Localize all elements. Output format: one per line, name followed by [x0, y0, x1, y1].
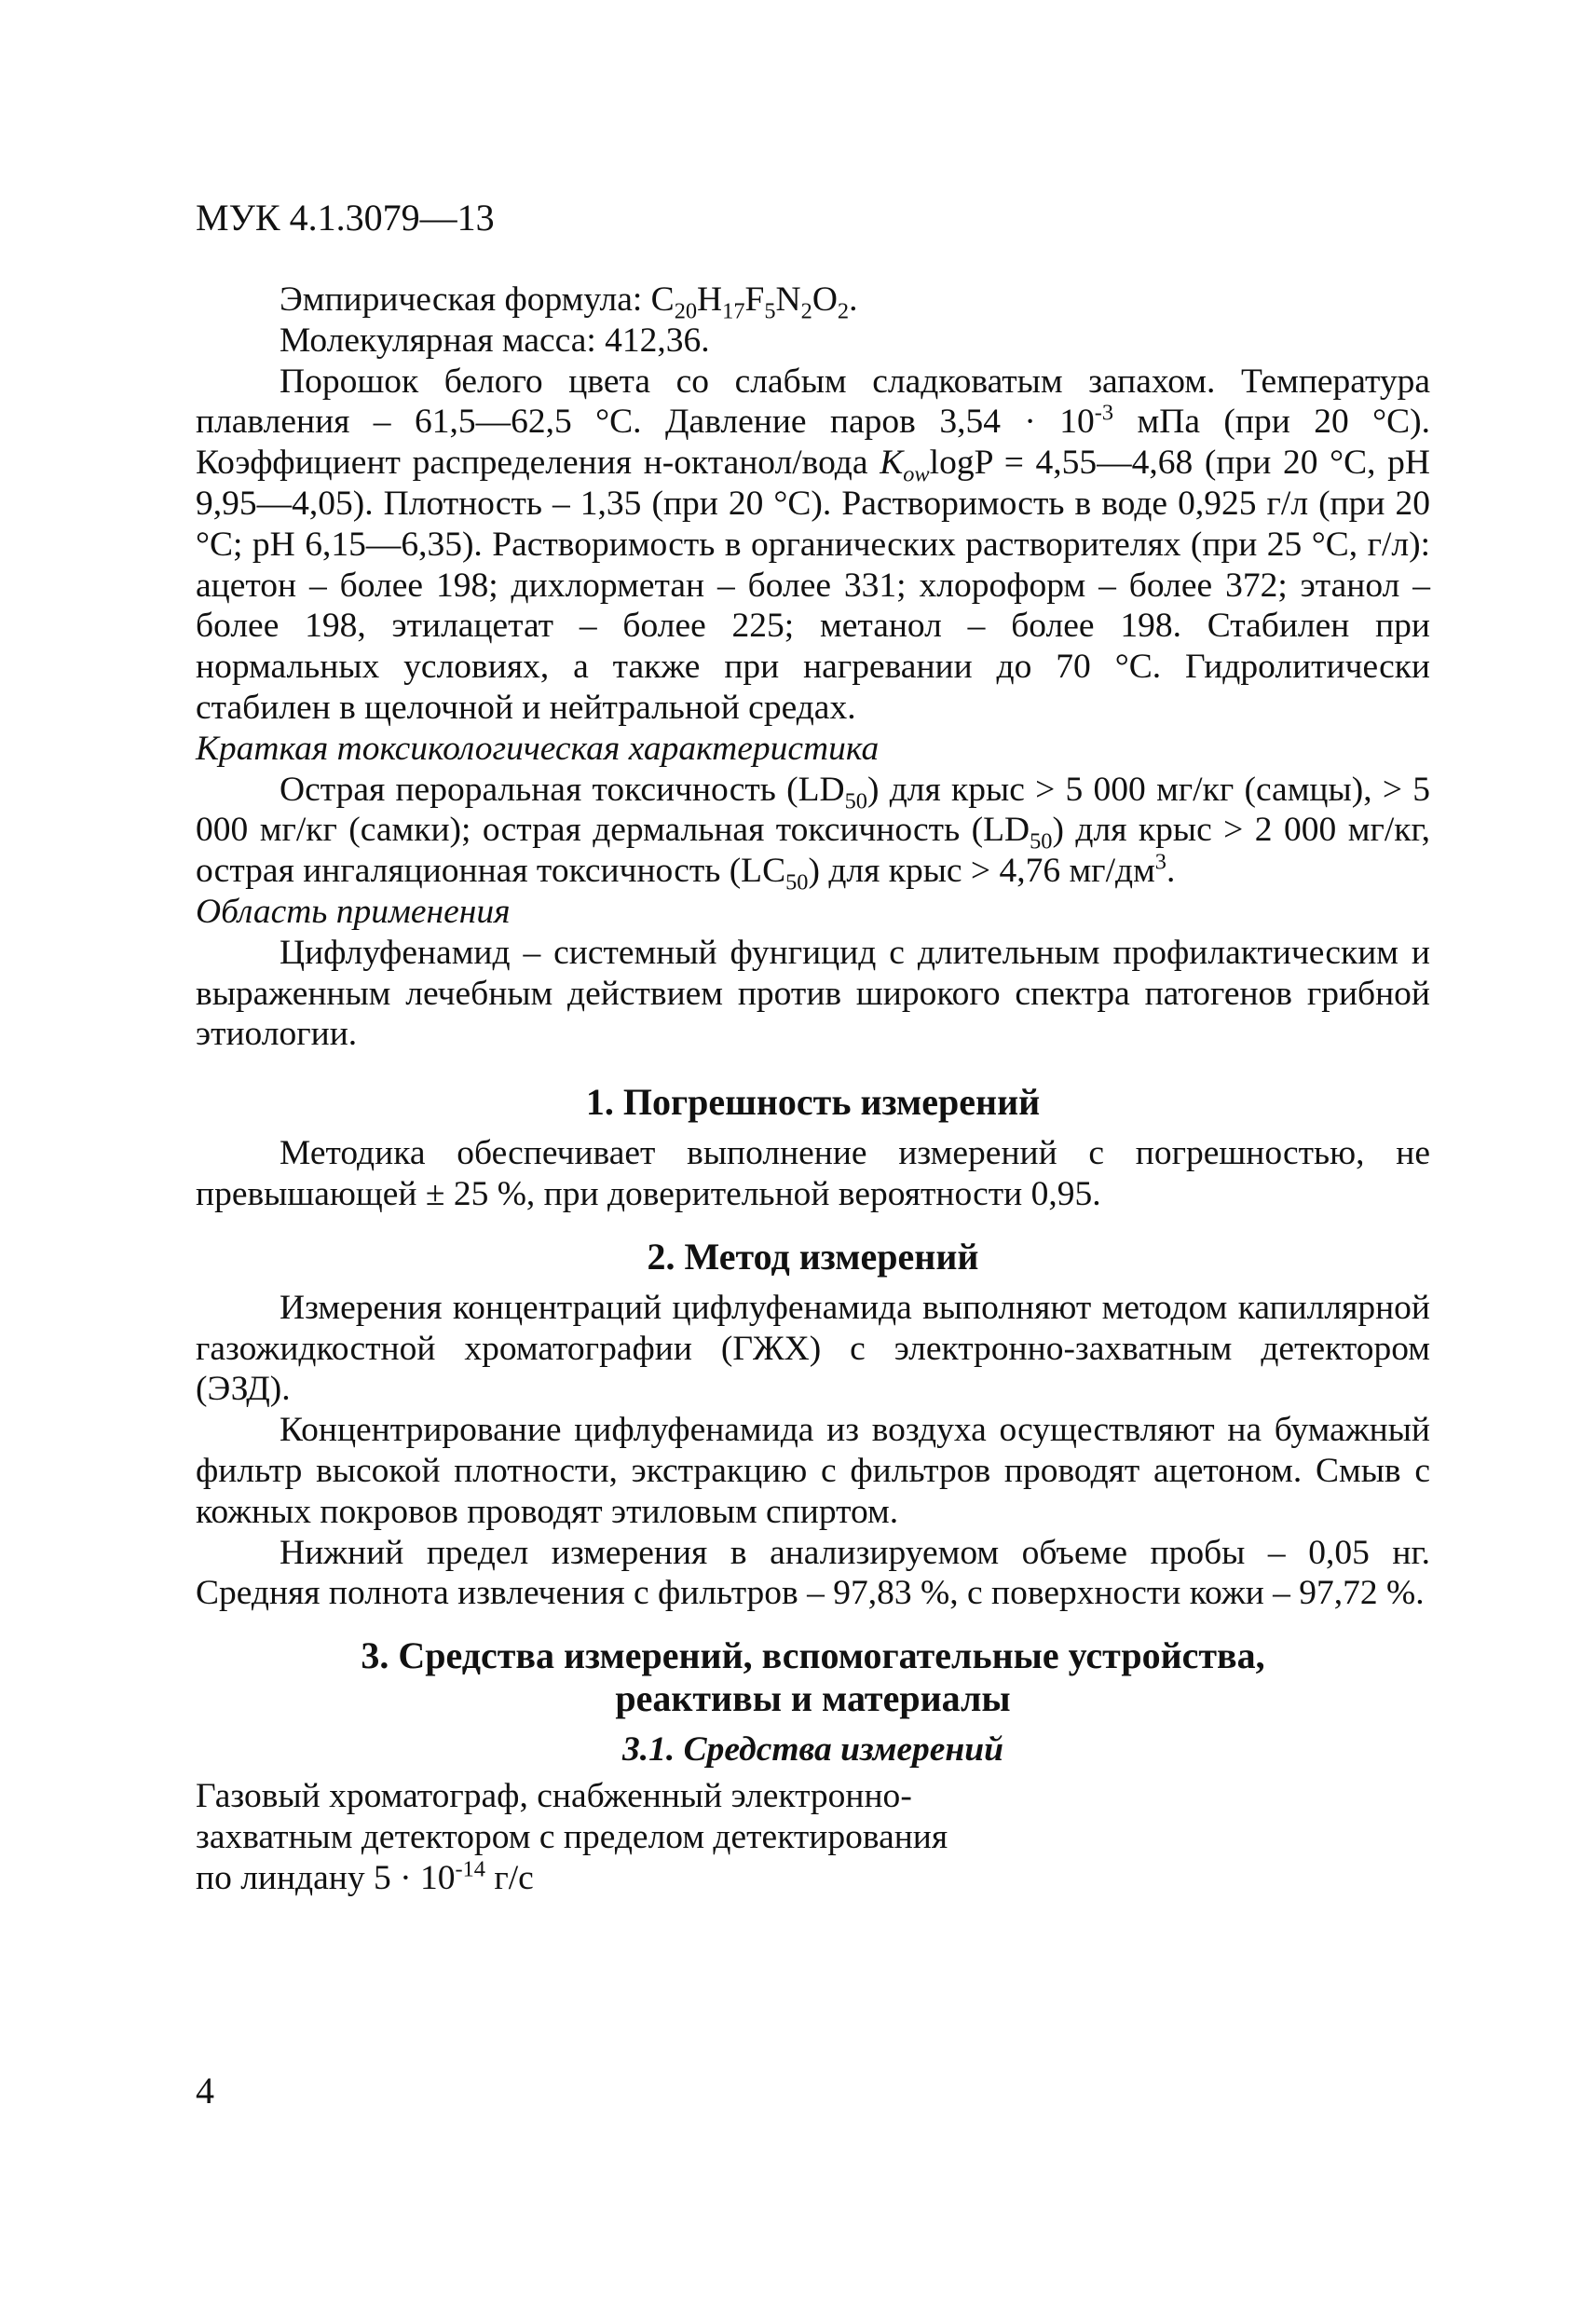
- page-content: [196, 280, 1430, 1898]
- section-1-paragraph: Методика обеспечивает выполнение измерений с погрешностью, не превышающей ± 25 %, при доверительной вероятности 0,95.: [196, 1134, 1430, 1213]
- molecular-mass: Молекулярная масса: 412,36.: [280, 321, 710, 360]
- properties-paragraph: Порошок белого цвета со слабым сладковатым запахом. Температура плавления – 61,5—62,5 °C. Давление паров $3,54 \cdot 10^{-3}$ мПа (при 20 °C). Коэффициент распределения н-октанол/вода $K_{ow}\log P$ = 4,55—4,68 (при 20 °C, pH 9,95—4,05). Плотность – 1,35 (при 20 °C). Растворимость в воде 0,925 г/л (при 20 °C; pH 6,15—6,35). Растворимость в органических растворителях (при 25 °C, г/л): ацетон – более 198; дихлорметан – более 331; хлороформ – более 372; этанол – более 198, этилацетат – более 225; метанол – более 198. Стабилен при нормальных условиях, а также при нагревании до 70 °C. Гидролитически стабилен в щелочной и нейтральной средах.: [196, 362, 1431, 727]
- application-paragraph: Цифлуфенамид – системный фунгицид с длительным профилактическим и выраженным лечебным действием против широкого спектра патогенов грибной этиологии.: [196, 933, 1430, 1054]
- subsection-3-1-title: 3.1. Средства измерений: [622, 1730, 1003, 1770]
- application-heading: Область применения: [196, 892, 511, 931]
- section-3-title-line-2: реактивы и материалы: [615, 1677, 1011, 1720]
- section-1-title: 1. Погрешность измерений: [585, 1081, 1041, 1124]
- section-2-title: 2. Метод измерений: [647, 1235, 979, 1278]
- section-3-title: [196, 1634, 1430, 1720]
- formula-label: Эмпирическая формула:: [280, 280, 651, 319]
- page-number: 4: [196, 2070, 214, 2112]
- formula: $C_{20}H_{17}F_5N_2O_2$.: [650, 280, 858, 324]
- toxicity-heading: Краткая токсикологическая характеристика: [196, 729, 880, 768]
- doc-id-header: МУК 4.1.3079—13: [196, 197, 495, 239]
- toxicity-paragraph: Острая пероральная токсичность $(LD_{50})$ для крыс > 5 000 мг/кг (самцы), > 5 000 мг/кг (самки); острая дермальная токсичность $(LD_{50})$ для крыс > 2 000 мг/кг, острая ингаляционная токсичность $(LC_{50})$ для крыс > 4,76 $мг/дм^3$.: [196, 770, 1431, 895]
- section-3-title-line-1: 3. Средства измерений, вспомогательные устройства,: [361, 1634, 1265, 1677]
- section-2-paragraph-3: Нижний предел измерения в анализируемом объеме пробы – 0,05 нг. Средняя полнота извлечения с фильтров – 97,83 %, с поверхности кожи – 97,72 %.: [196, 1533, 1430, 1613]
- formula-line: [196, 280, 1430, 324]
- section-2-paragraph-1: Измерения концентраций цифлуфенамида выполняют методом капиллярной газожидкостной хроматографии (ГЖХ) с электронно-захватным детектором (ЭЗД).: [196, 1288, 1430, 1409]
- instrument-item-1: Газовый хроматограф, снабженный электроннозахватным детектором с пределом детектирования по линдану $5 \cdot 10^{-14}$ г/с: [196, 1776, 948, 1897]
- section-2-paragraph-2: Концентрирование цифлуфенамида из воздуха осуществляют на бумажный фильтр высокой плотности, экстракцию с фильтров проводят ацетоном. Смыв с кожных покровов проводят этиловым спиртом.: [196, 1411, 1430, 1531]
